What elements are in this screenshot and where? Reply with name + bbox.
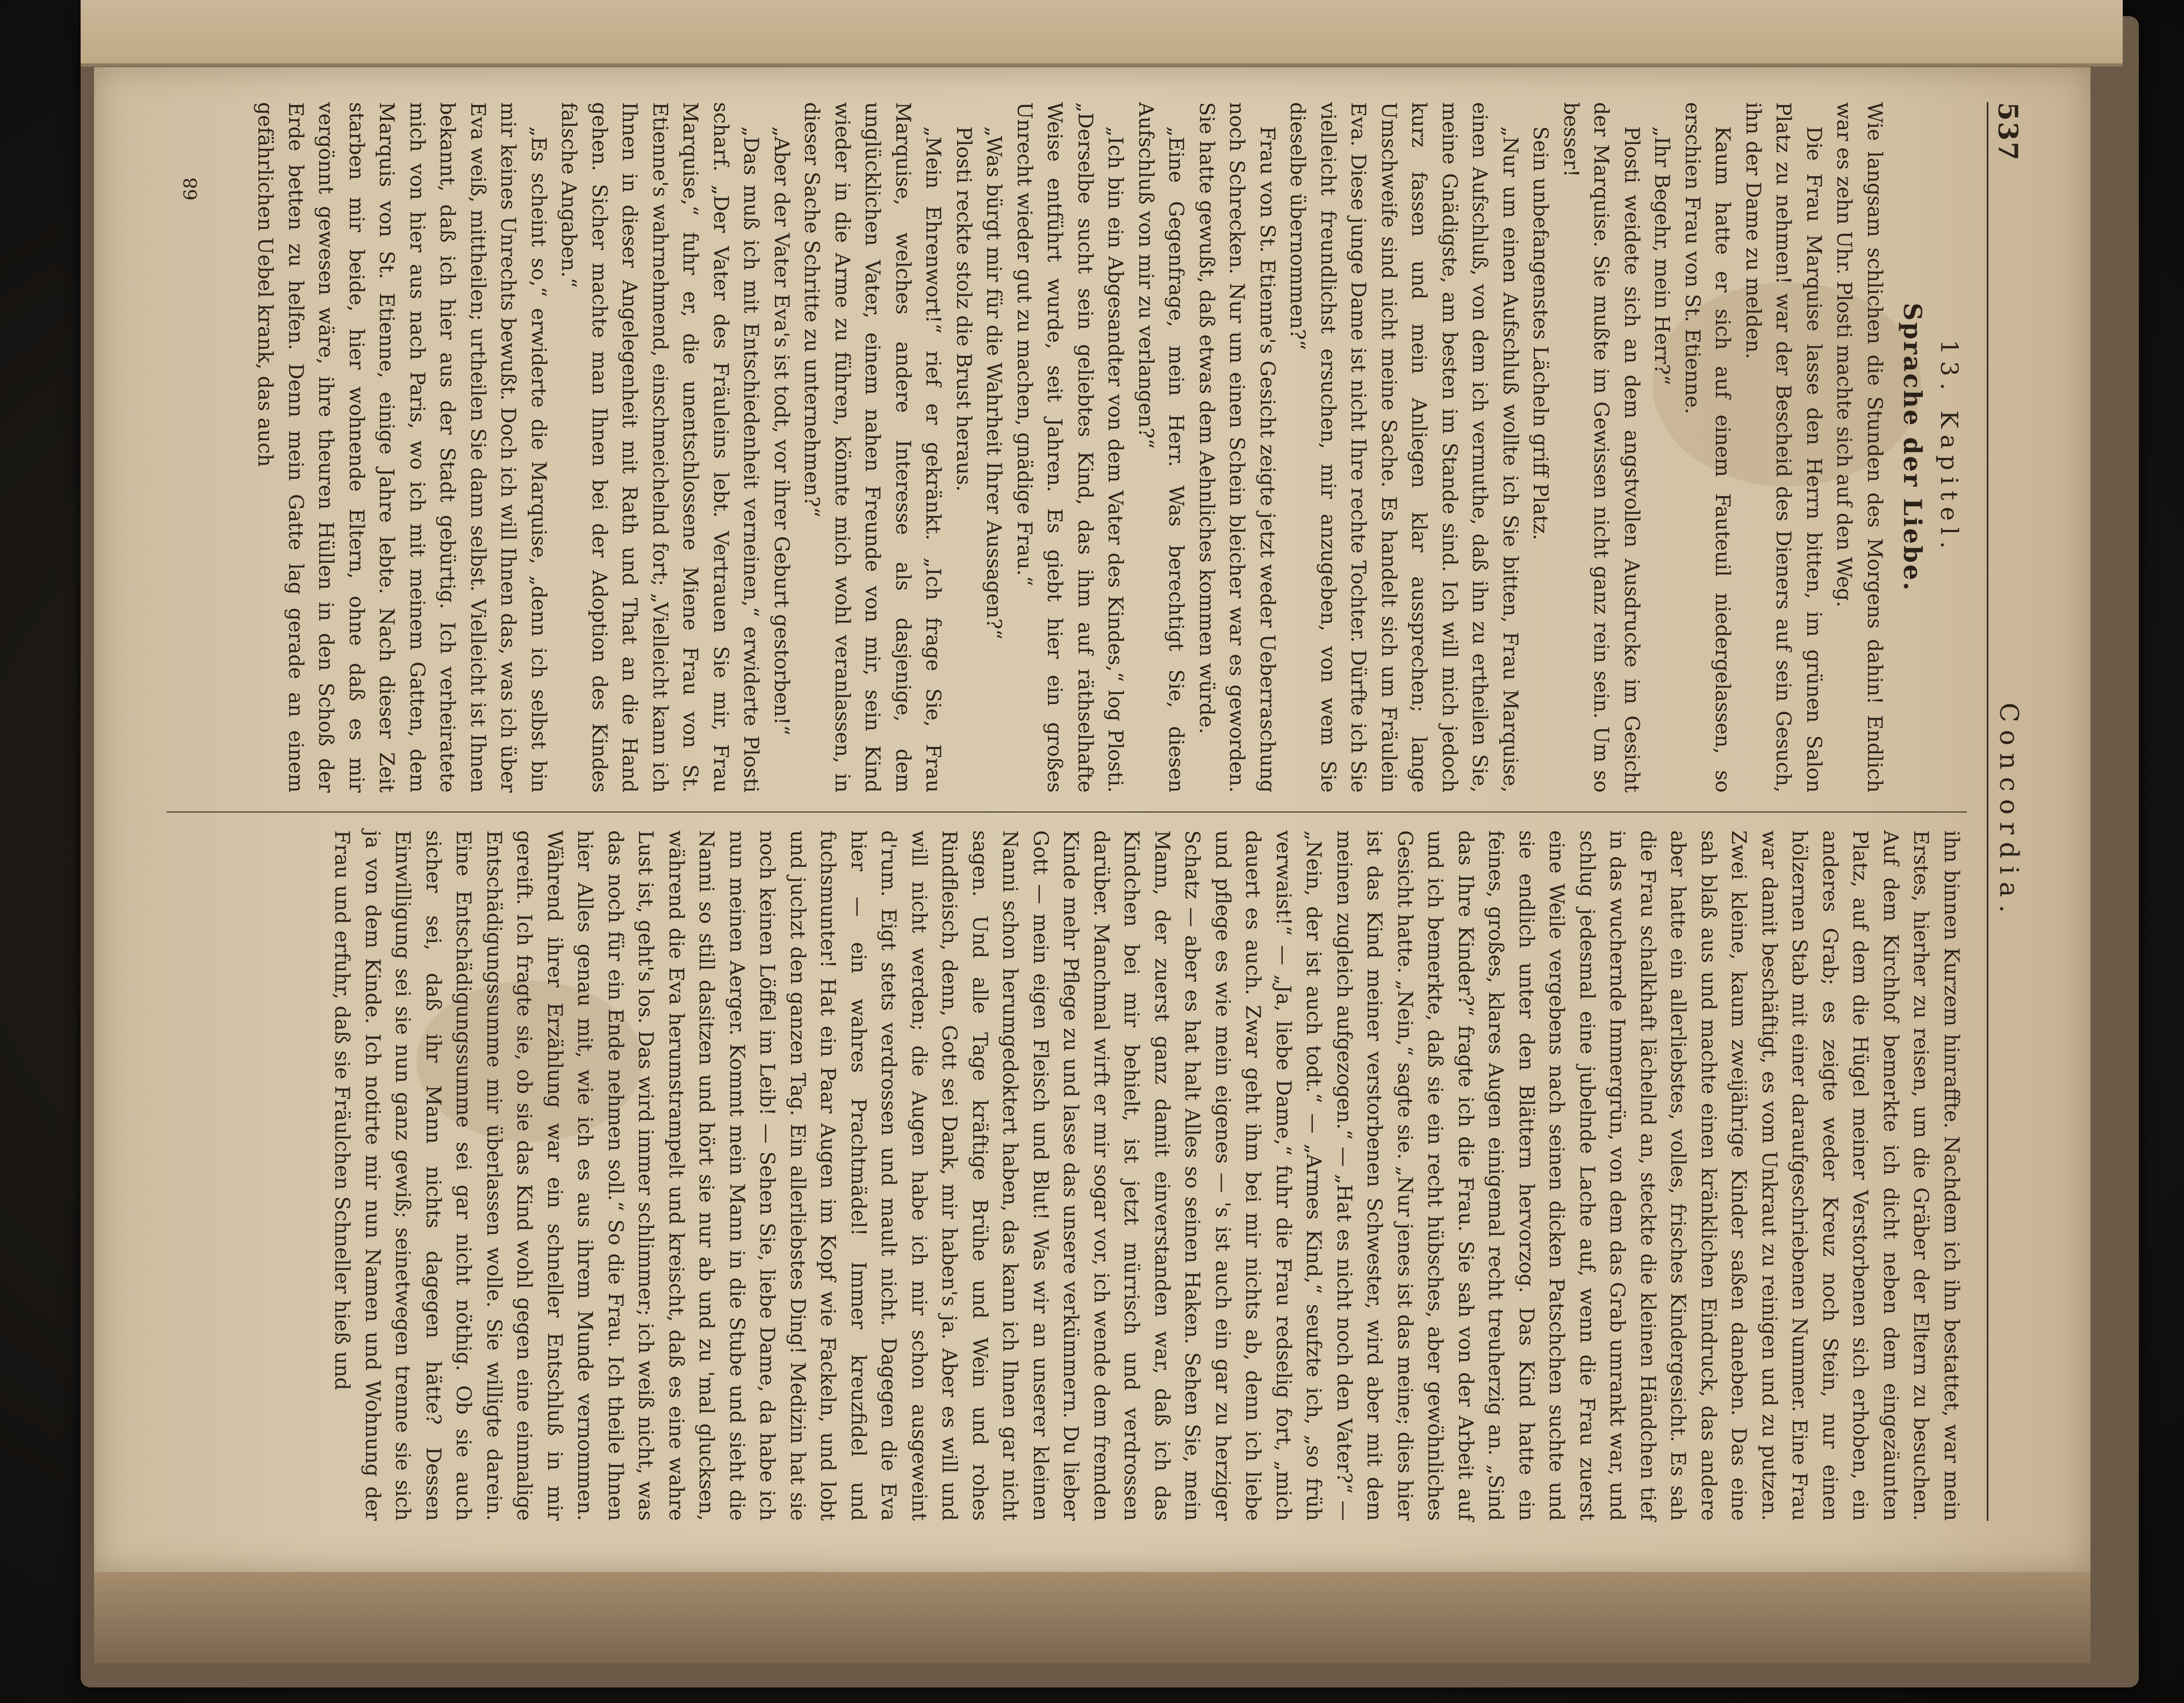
running-header	[1987, 102, 2026, 1521]
paragraph: Plosti reckte stolz die Brust heraus.	[952, 126, 976, 492]
paragraph: „Was bürgt mir für die Wahrheit Ihrer Aussagen?“	[982, 126, 1007, 640]
chapter-number: 13. Kapitel.	[1935, 339, 1963, 556]
paragraph: „Mein Ehrenwort!“ rief er gekränkt. „Ich frage Sie, Frau Marquise, welches andere Interesse als dasjenige, dem unglücklichen Vater, einem nahen Freunde von mir, sein Kind wieder in die Arme zu führen, könnte mich wohl veranlassen, in dieser Sache Schritte zu unternehmen?“	[800, 102, 946, 793]
paragraph: Kaum hatte er sich auf einem Fauteuil niedergelassen, so erschien Frau von St. Etienne.	[1681, 102, 1735, 793]
signature-mark: 68	[180, 177, 202, 201]
paragraph: „Eine Gegenfrage, mein Herr. Was berechtigt Sie, diesen Aufschluß von mir zu verlangen?“	[1134, 102, 1189, 793]
paragraph: ihn binnen Kurzem hinraffte. Nachdem ich ihn bestattet, war mein Erstes, hierher zu reisen, um die Gräber der Eltern zu besuchen. Auf dem Kirchhof bemerkte ich dicht neben dem eingezäunten Platz, auf dem die Hügel meiner Verstorbenen sich erhoben, ein anderes Grab; es zeigte weder Kreuz noch Stein, nur einen hölzernen Stab mit einer daraufgeschriebenen Nummer. Eine Frau war damit beschäftigt, es vom Unkraut zu reinigen und zu putzen. Zwei kleine, kaum zweijährige Kinder saßen daneben. Das eine sah blaß aus und machte einen kränklichen Eindruck, das andere aber hatte ein allerliebstes, volles, frisches Kindergesicht. Es sah die Frau schalkhaft lächelnd an, steckte die kleinen Händchen tief in das wuchernde Immergrün, von dem das Grab umrankt war, und schlug jedesmal eine jubelnde Lache auf, wenn die Frau zuerst eine Weile vergebens nach seinen dicken Patschchen suchte und sie endlich unter den Blättern hervorzog. Das Kind hatte ein feines, großes, klares Augen einigemal recht treuherzig an. „Sind das Ihre Kinder?“ fragte ich die Frau. Sie sah von der Arbeit auf und ich bemerkte, daß sie ein recht hübsches, aber gewöhnliches Gesicht hatte. „Nein,“ sagte sie. „Nur jenes ist das meine; dies hier ist das Kind meiner verstorbenen Schwester, wird aber mit dem meinen zugleich aufgezogen.“ — „Hat es nicht noch den Vater?“ — „Nein, der ist auch todt.“ — „Armes Kind,“ seufzte ich, „so früh verwaist!“ — „Ja, liebe Dame,“ fuhr die Frau redselig fort, „mich dauert es auch. Zwar geht ihm bei mir nichts ab, denn ich liebe und pflege es wie mein eigenes — 's ist auch ein gar zu herziger Schatz — aber es hat halt Alles so seinen Haken. Sehen Sie, mein Mann, der zuerst ganz damit einverstanden war, daß ich das Kindchen bei mir behielt, ist jetzt mürrisch und verdrossen darüber. Manchmal wirft er mir sogar vor, ich wende dem fremden Kinde mehr Pflege zu und lasse das unsere verkümmern. Du lieber Gott — mein eigen Fleisch und Blut! Was wir an unserer kleinen Nanni schon herumgedoktert haben, das kann ich Ihnen gar nicht sagen. Und alle Tage kräftige Brühe und Wein und rohes Rindfleisch, denn, Gott sei Dank, mir haben's ja. Aber es will und will nicht werden; die Augen habe ich mir schon ausgeweint d'rum. Eigt stets verdrossen und mault nicht. Dagegen die Eva hier — ein wahres Prachtmädel! Immer kreuzfidel und fuchsmunter! Hat ein Paar Augen im Kopf wie Fackeln, und lobt und juchzt den ganzen Tag. Ein allerliebstes Ding! Medizin hat sie noch keinen Löffel im Leib! — Sehen Sie, liebe Dame, da habe ich nun meinen Aerger. Kommt mein Mann in die Stube und sieht die Nanni so still dasitzen und hört sie nur ab und zu 'mal glucksen, während die Eva herumstrampelt und kreischt, daß es eine wahre Lust ist, geht's los. Das wird immer schlimmer; ich weiß nicht, was das noch für ein Ende nehmen soll.“ So die Frau. Ich theile Ihnen hier Alles genau mit, wie ich es aus ihrem Munde vernommen. Während ihrer Erzählung war ein schneller Entschluß in mir gereift. Ich fragte sie, ob sie das Kind wohl gegen eine einmalige Entschädigungssumme mir überlassen wolle. Sie willigte darein. Eine Entschädigungssumme sei gar nicht nöthig. Ob sie auch sicher sei, daß ihr Mann nichts dagegen hätte? Dessen Einwilligung sei sie nun ganz gewiß; seinetwegen trenne sie sich ja von dem Kinde. Ich notirte mir nun Namen und Wohnung der Frau und erfuhr, daß sie Fräulchen Schneller hieß und	[331, 830, 1964, 1521]
paragraph: Frau von St. Etienne's Gesicht zeigte jetzt weder Ueberraschung noch Schrecken. Nur um einen Schein bleicher war es geworden. Sie hatte gewußt, daß etwas dem Aehnliches kommen würde.	[1195, 102, 1280, 793]
paragraph: Wie langsam schlichen die Stunden des Morgens dahin! Endlich war es zehn Uhr. Plosti machte sich auf den Weg.	[1833, 102, 1887, 793]
page-number: 537	[1992, 102, 2024, 162]
paragraph: „Aber der Vater Eva's ist todt, vor ihrer Geburt gestorben!“	[770, 126, 794, 736]
paragraph: Plosti weidete sich an dem angstvollen Ausdrucke im Gesicht der Marquise. Sie mußte im Gewissen nicht ganz rein sein. Um so besser!	[1560, 102, 1644, 793]
page-bottom-edge	[94, 1572, 2090, 1663]
right-column	[150, 102, 1967, 793]
chapter-title: Sprache der Liebe.	[1898, 303, 1928, 592]
page-content	[118, 102, 2026, 1521]
previous-page-edge	[81, 0, 2123, 67]
paragraph: „Es scheint so,“ erwiderte die Marquise, „denn ich selbst bin mir keines Unrechts bewußt. Doch ich will Ihnen das, was ich über Eva weiß, mittheilen; urtheilen Sie dann selbst. Vielleicht ist Ihnen bekannt, daß ich hier aus der Stadt gebürtig. Ich verheiratete mich von hier aus nach Paris, wo ich mit meinem Gatten, dem Marquis von St. Etienne, einige Jahre lebte. Nach dieser Zeit starben mir beide, hier wohnende Eltern, ohne daß es mir vergönnt gewesen wäre, ihre theuren Hüllen in den Schoß der Erde betten zu helfen. Denn mein Gatte lag gerade an einem gefährlichen Uebel krank, das auch	[254, 102, 551, 793]
left-column	[150, 830, 1967, 1521]
paragraph: „Nur um einen Aufschluß wollte ich Sie bitten, Frau Marquise, einen Aufschluß, von dem ich vermuthe, daß ihn zu ertheilen Sie, meine Gnädigste, am besten im Stande sind. Ich will mich jedoch kurz fassen und mein Anliegen klar aussprechen; lange Umschweife sind nicht meine Sache. Es handelt sich um Fräulein Eva. Diese junge Dame ist nicht Ihre rechte Tochter. Dürfte ich Sie vielleicht freundlichst ersuchen, mir anzugeben, von wem Sie dieselbe übernommen?“	[1286, 102, 1522, 793]
rotated-text-block	[118, 102, 2026, 1521]
paragraph: Die Frau Marquise lasse den Herrn bitten, im grünen Salon Platz zu nehmen! war der Bescheid des Dieners auf sein Gesuch, ihn der Dame zu melden.	[1742, 102, 1826, 793]
column-divider	[167, 811, 1967, 813]
paragraph: „Das muß ich mit Entschiedenheit verneinen,“ erwiderte Plosti scharf. „Der Vater des Fräuleins lebt. Vertrauen Sie mir, Frau Marquise,“ fuhr er, die unentschlossene Miene Frau von St. Etienne's wahrnehmend, einschmeichelnd fort; „Vielleicht kann ich Ihnen in dieser Angelegenheit mit Rath und That an die Hand gehen. Sicher machte man Ihnen bei der Adoption des Kindes falsche Angaben.“	[557, 102, 764, 793]
journal-title: Concordia.	[1994, 702, 2024, 921]
paragraph: „Ihr Begehr, mein Herr?“	[1650, 126, 1675, 385]
paragraph: Sein unbefangenstes Lächeln griff Platz.	[1529, 126, 1553, 541]
paragraph: „Ich bin ein Abgesandter von dem Vater des Kindes,“ log Plosti. „Derselbe sucht sein geliebtes Kind, das ihm auf räthselhafte Weise entführt wurde, seit Jahren. Es giebt hier ein großes Unrecht wieder gut zu machen, gnädige Frau.“	[1013, 102, 1128, 793]
